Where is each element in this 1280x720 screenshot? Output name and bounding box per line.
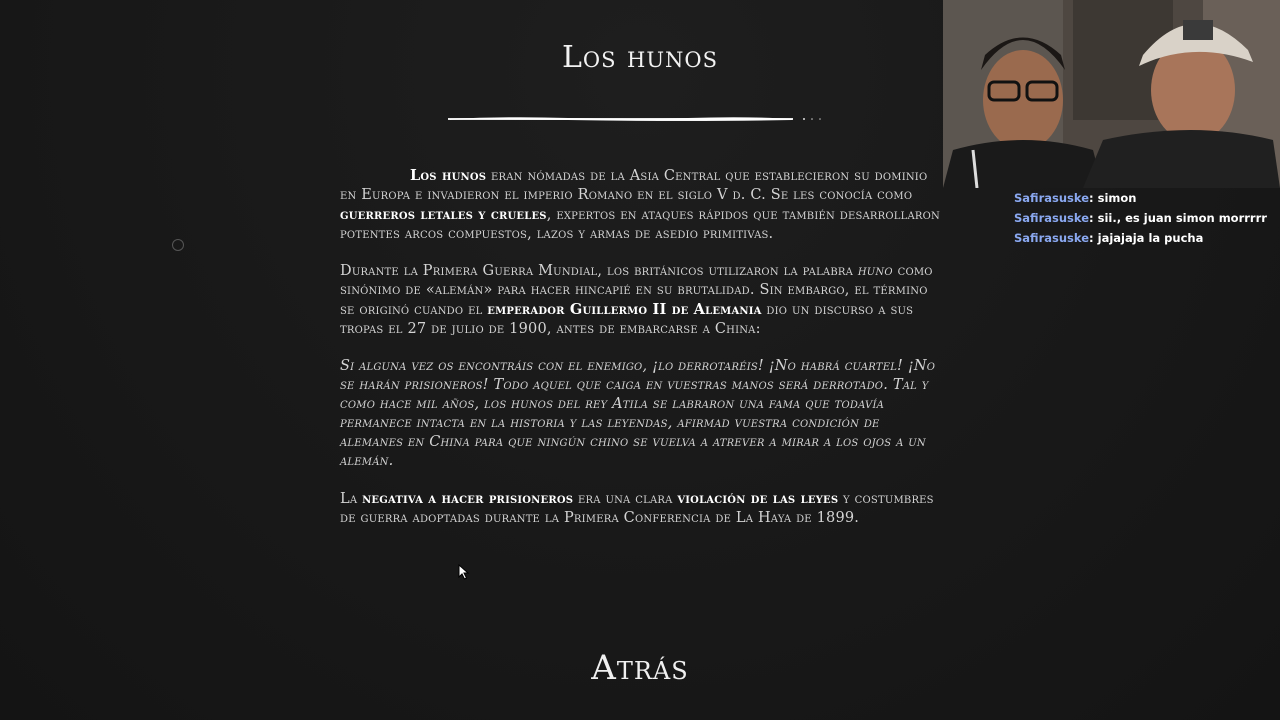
- bold-term: Los hunos: [410, 167, 487, 184]
- bold-term: emperador Guillermo II de Alemania: [487, 301, 762, 318]
- chat-text: jajajaja la pucha: [1093, 231, 1204, 245]
- bold-term: violación de las leyes: [677, 490, 839, 507]
- page-title: Los hunos: [561, 40, 719, 75]
- chat-message: Safirasuske: jajajaja la pucha: [1014, 231, 1204, 245]
- webcam-overlay: [943, 0, 1280, 188]
- italic-term: huno: [857, 263, 893, 279]
- chat-message: Safirasuske: simon: [1014, 191, 1137, 205]
- bold-term: negativa a hacer prisioneros: [362, 490, 574, 507]
- paragraph-text: Durante la Primera Guerra Mundial, los británicos utilizaron la palabra: [340, 263, 858, 279]
- chat-panel: [1014, 188, 1280, 248]
- paragraph-text: eran nómadas de la Asia Central que establecieron su dominio en Europa e invadieron el imperio Romano en el siglo V d. C. Se les conocía como: [340, 168, 928, 203]
- paragraph-text: , expertos en ataques rápidos que también desarrollaron potentes arcos compuestos, lazos y armas de asedio primitivas.: [340, 207, 940, 242]
- mouse-cursor-icon: [458, 564, 470, 580]
- chat-username: Safirasuske: [1014, 211, 1090, 225]
- paragraph-text: y costumbres de guerra adoptadas durante la Primera Conferencia de La Haya de 1899.: [340, 491, 934, 526]
- bold-term: guerreros letales y crueles: [340, 206, 547, 223]
- chat-text: sii., es juan simon morrrrr: [1093, 211, 1267, 225]
- chat-username: Safirasuske: [1014, 231, 1090, 245]
- chat-message: Safirasuske: sii., es juan simon morrrrr: [1014, 211, 1267, 225]
- chat-username: Safirasuske: [1014, 191, 1090, 205]
- paragraph-2: [340, 262, 940, 339]
- paragraph-text: La: [340, 491, 363, 507]
- paragraph-text: era una clara: [573, 491, 678, 507]
- paragraph-text: como sinónimo de «alemán» para hacer hincapié en su brutalidad. Sin embargo, el término se originó cuando el: [340, 263, 933, 318]
- paragraph-text: dio un discurso a sus tropas el 27 de julio de 1900, antes de embarcarse a China:: [340, 302, 914, 337]
- article-body: [340, 166, 940, 546]
- webcam-image: [943, 0, 1280, 188]
- paragraph-1: [340, 166, 940, 244]
- brush-divider: [448, 113, 824, 125]
- ring-marker: [172, 239, 184, 251]
- quote-paragraph: Si alguna vez os encontráis con el enemigo, ¡lo derrotaréis! ¡No habrá cuartel! ¡No se harán prisioneros! Todo aquel que caiga en vuestras manos será derrotado. Tal y como hace mil años, los hunos del rey Atila se labraron una fama que todavía permanece intacta en la historia y las leyendas, afirmad vuestra condición de alemanes en China para que ningún chino se vuelva a atrever a mirar a los ojos a un alemán.: [340, 358, 936, 469]
- chat-text: simon: [1093, 191, 1137, 205]
- paragraph-4: [340, 489, 940, 528]
- back-button[interactable]: Atrás: [591, 648, 689, 688]
